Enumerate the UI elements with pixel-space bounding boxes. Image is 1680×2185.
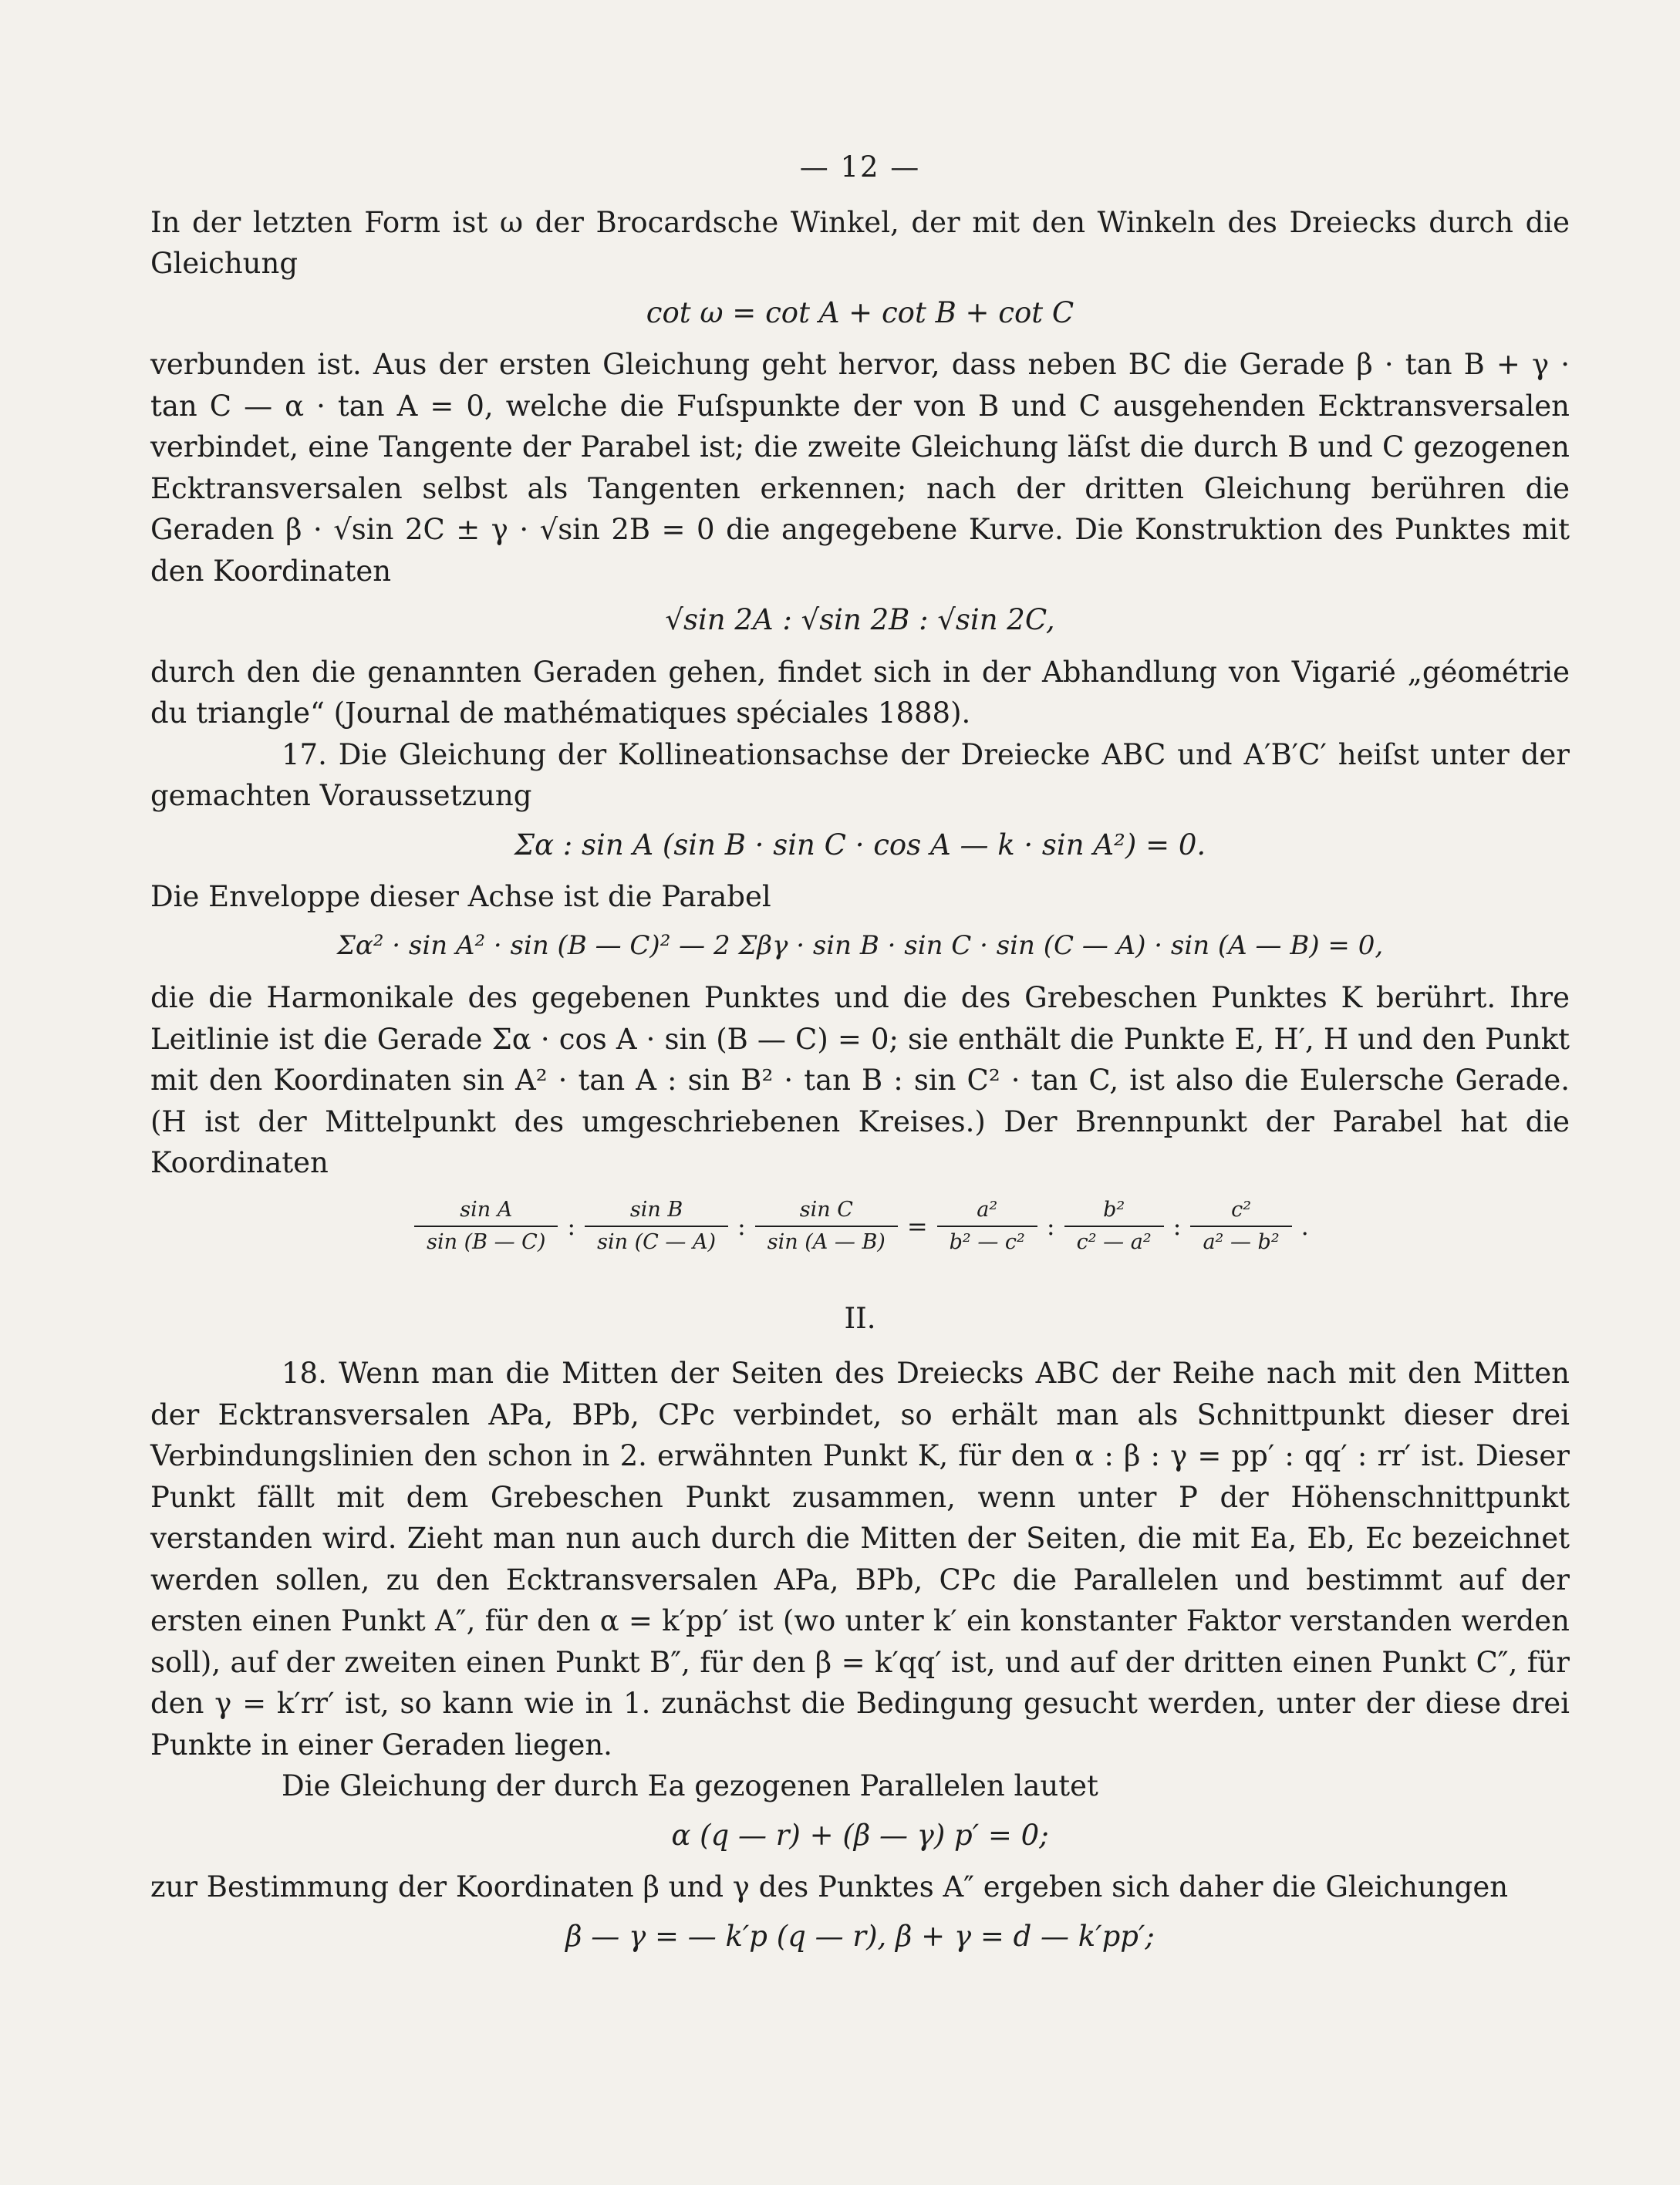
equation-beta-gamma: β — γ = — k′p (q — r), β + γ = d — k′pp′;: [565, 1919, 1155, 1953]
paragraph-parallel-equation: Die Gleichung der durch Ea gezogenen Parallelen lautet: [282, 1769, 1098, 1802]
ratio-colon: :: [1046, 1211, 1055, 1241]
paragraph-tangents: verbunden ist. Aus der ersten Gleichung geht hervor, dass neben BC die Gerade β · tan B + γ · tan C — α · tan A = 0, welche die Fuſspunkte der von B und C ausgehenden Ecktransversalen verbindet, eine Tangente der Parabel ist; die zweite Gleichung läſst die durch B und C gezogenen Ecktransversalen selbst als Tangenten erkennen; nach der dritten Gleichung berühren die Geraden β · √sin 2C ± γ · √sin 2B = 0 die angegebene Kurve. Die Konstruktion des Punktes mit den Koordinaten: [150, 348, 1570, 588]
equation-parallel-line: α (q — r) + (β — γ) p′ = 0;: [671, 1818, 1049, 1852]
paragraph-section-17: 17. Die Gleichung der Kollineationsachse der Dreiecke ABC und A′B′C′ heiſst unter der gemachten Voraussetzung: [150, 737, 1570, 812]
equals-sign: =: [906, 1211, 928, 1241]
paragraph-directrix: die die Harmonikale des gegebenen Punktes und die des Grebeschen Punktes K berührt. Ihre Leitlinie ist die Gerade Σα · cos A · sin (B — C) = 0; sie enthält die Punkte E, H′, H und den Punkt mit den Koordinaten sin A² · tan A : sin B² · tan B : sin C² · tan C, ist also die Eulersche Gerade. (H ist der Mittelpunkt des umgeschriebenen Kreises.) Der Brennpunkt der Parabel hat die Koordinaten: [150, 981, 1570, 1179]
paragraph-vigarie-reference: durch den die genannten Geraden gehen, findet sich in der Abhandlung von Vigarié „géométrie du triangle“ (Journal de mathématiques spéciales 1888).: [150, 655, 1570, 730]
equation-focus-coordinates: [150, 1195, 1570, 1258]
fraction-6-numerator: c²: [1231, 1197, 1252, 1222]
fraction-3-numerator: sin C: [799, 1197, 853, 1222]
fraction-5-numerator: b²: [1103, 1197, 1125, 1222]
equation-parabola: Σα² · sin A² · sin (B — C)² — 2 Σβγ · sin B · sin C · sin (C — A) · sin (A — B) = 0,: [336, 929, 1384, 961]
fraction-5-denominator: c² — a²: [1064, 1226, 1164, 1258]
fraction-2: [585, 1195, 728, 1258]
fraction-4-numerator: a²: [977, 1197, 998, 1222]
fraction-5: [1064, 1195, 1164, 1258]
period: .: [1300, 1211, 1309, 1241]
fraction-3: [755, 1195, 898, 1258]
page-number: — 12 —: [799, 150, 921, 184]
fraction-4-denominator: b² — c²: [937, 1226, 1037, 1258]
equation-point-coordinates: √sin 2A : √sin 2B : √sin 2C,: [665, 603, 1055, 636]
fraction-6-denominator: a² — b²: [1190, 1226, 1291, 1258]
ratio-colon: :: [1172, 1211, 1182, 1241]
fraction-4: [937, 1195, 1037, 1258]
fraction-1-numerator: sin A: [460, 1197, 513, 1222]
paragraph-section-18: 18. Wenn man die Mitten der Seiten des Dreiecks ABC der Reihe nach mit den Mitten der Ecktransversalen APa, BPb, CPc verbindet, so erhält man als Schnittpunkt dieser drei Verbindungslinien den schon in 2. erwähnten Punkt K, für den α : β : γ = pp′ : qq′ : rr′ ist. Dieser Punkt fällt mit dem Grebeschen Punkt zusammen, wenn unter P der Höhenschnittpunkt verstanden wird. Zieht man nun auch durch die Mitten der Seiten, die mit Ea, Eb, Ec bezeichnet werden sollen, zu den Ecktransversalen APa, BPb, CPc die Parallelen und bestimmt auf der ersten einen Punkt A″, für den α = k′pp′ ist (wo unter k′ ein konstanter Faktor verstanden werden soll), auf der zweiten einen Punkt B″, für den β = k′qq′ ist, und auf der dritten einen Punkt C″, für den γ = k′rr′ ist, so kann wie in 1. zunächst die Bedingung gesucht werden, unter der diese drei Punkte in einer Geraden liegen.: [150, 1357, 1570, 1762]
fraction-6: [1190, 1195, 1291, 1258]
equation-brocard-angle: cot ω = cot A + cot B + cot C: [646, 295, 1074, 329]
document-page: [150, 147, 1570, 2152]
paragraph-envelope: Die Enveloppe dieser Achse ist die Parabel: [150, 880, 771, 913]
section-heading: II.: [844, 1301, 876, 1335]
fraction-2-denominator: sin (C — A): [585, 1226, 728, 1258]
fraction-1: [414, 1195, 558, 1258]
fraction-1-denominator: sin (B — C): [414, 1226, 558, 1258]
equation-collineation-axis: Σα : sin A (sin B · sin C · cos A — k · sin A²) = 0.: [514, 828, 1206, 862]
paragraph-coordinates-intro: zur Bestimmung der Koordinaten β und γ des Punktes A″ ergeben sich daher die Gleichungen: [150, 1870, 1509, 1903]
ratio-colon: :: [737, 1211, 746, 1241]
fraction-3-denominator: sin (A — B): [755, 1226, 898, 1258]
paragraph-brocard: In der letzten Form ist ω der Brocardsche Winkel, der mit den Winkeln des Dreiecks durch die Gleichung: [150, 205, 1570, 280]
ratio-colon: :: [567, 1211, 576, 1241]
fraction-2-numerator: sin B: [629, 1197, 683, 1222]
